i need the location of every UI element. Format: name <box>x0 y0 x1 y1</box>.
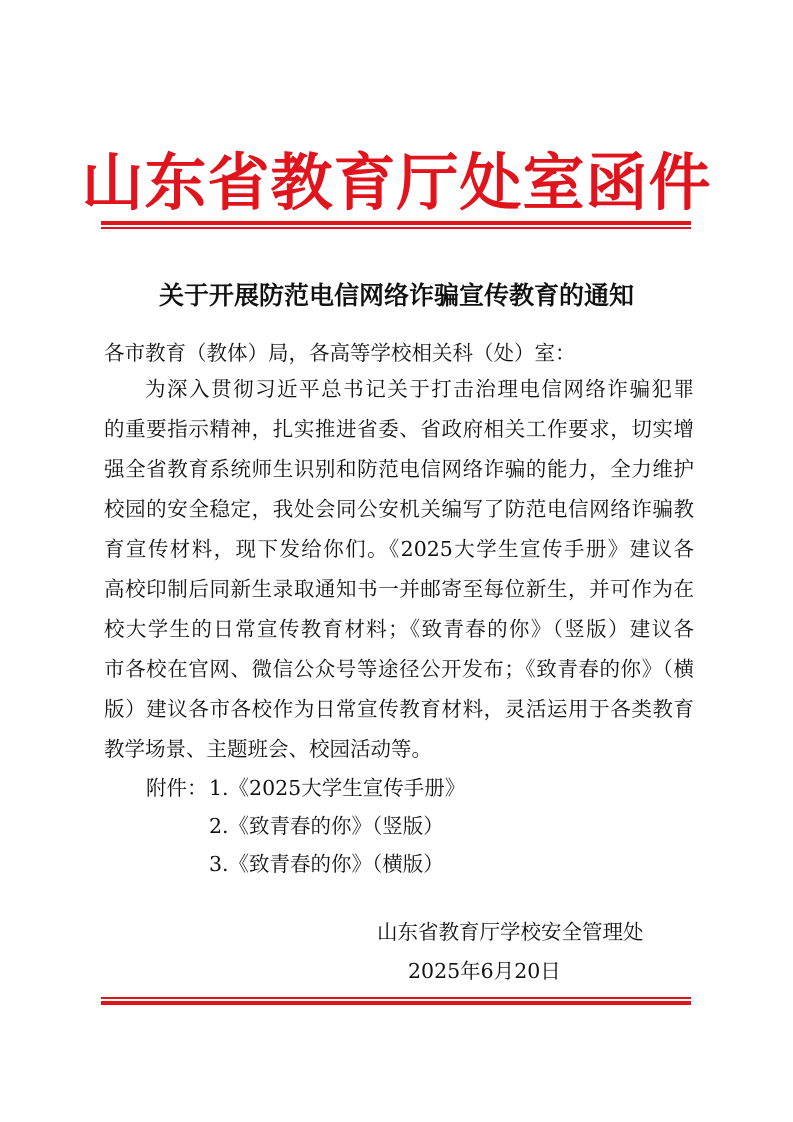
signature-org: 山东省教育厅学校安全管理处 <box>377 920 644 944</box>
body-line: 市各校在官网、微信公众号等途径公开发布；《致青春的你》（横 <box>104 657 694 681</box>
body-line: 校大学生的日常宣传教育材料；《致青春的你》（竖版）建议各 <box>104 617 694 641</box>
salutation: 各市教育（教体）局，各高等学校相关科（处）室： <box>104 341 576 365</box>
body-line: 的重要指示精神，扎实推进省委、省政府相关工作要求，切实增 <box>104 417 694 441</box>
signature-date: 2025年6月20日 <box>408 959 561 983</box>
body-line: 校园的安全稳定，我处会同公安机关编写了防范电信网络诈骗教 <box>104 497 694 521</box>
body-line: 为深入贯彻习近平总书记关于打击治理电信网络诈骗犯罪 <box>145 377 694 401</box>
attachment-item: 1.《2025大学生宣传手册》 <box>209 776 466 800</box>
body-line: 强全省教育系统师生识别和防范电信网络诈骗的能力，全力维护 <box>104 457 694 481</box>
attachment-item: 3.《致青春的你》（横版） <box>209 852 444 876</box>
body-line: 教学场景、主题班会、校园活动等。 <box>104 737 432 761</box>
letterhead-title: 山东省教育厅处室函件 <box>81 146 712 219</box>
body-paragraph <box>104 369 694 769</box>
letterhead-rule-thin <box>101 227 691 229</box>
letterhead-rule-thick <box>101 221 691 225</box>
attachments-label: 附件： <box>146 776 208 800</box>
body-line: 版）建议各市各校作为日常宣传教育材料，灵活运用于各类教育 <box>104 697 694 721</box>
attachment-item: 2.《致青春的你》（竖版） <box>209 814 444 838</box>
body-line: 育宣传材料，现下发给你们。《2025大学生宣传手册》建议各 <box>104 537 694 561</box>
footer-rule-thin <box>101 997 691 999</box>
notice-title: 关于开展防范电信网络诈骗宣传教育的通知 <box>158 281 634 310</box>
footer-rule-thick <box>101 1001 691 1005</box>
body-line: 高校印制后同新生录取通知书一并邮寄至每位新生，并可作为在 <box>104 577 694 601</box>
